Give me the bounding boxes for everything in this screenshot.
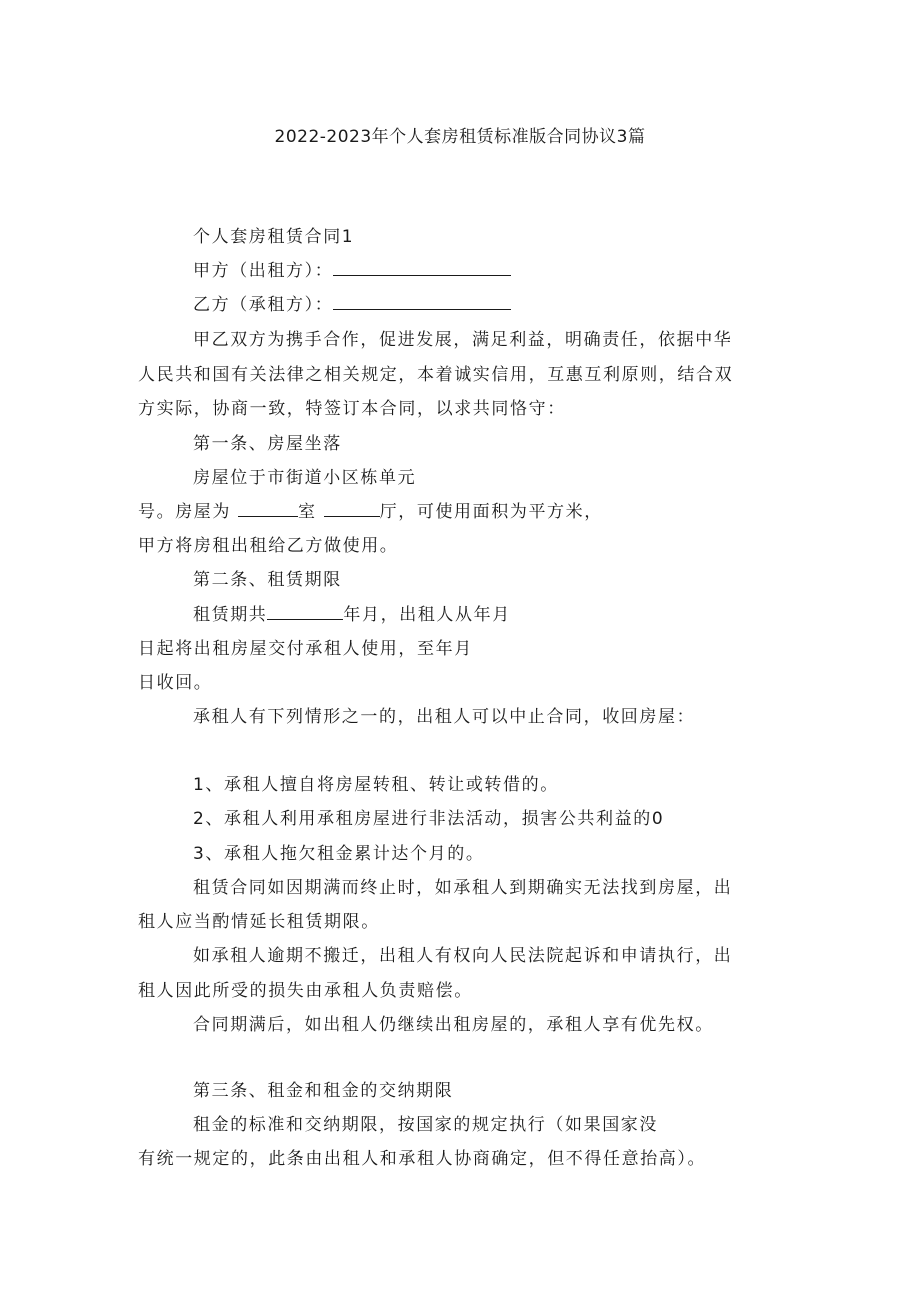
preamble-line-2: 人民共和国有关法律之相关规定，本着诚实信用，互惠互利原则，结合双 <box>138 365 734 385</box>
termination-intro: 承租人有下列情形之一的，出租人可以中止合同，收回房屋： <box>193 707 696 727</box>
article-2-heading: 第二条、租赁期限 <box>193 570 342 590</box>
overdue-line-2: 租人因此所受的损失由承租人负责赔偿。 <box>138 981 473 1001</box>
rooms-label: 号。房屋为 <box>138 502 231 522</box>
preamble-line-1: 甲乙双方为携手合作，促进发展，满足利益，明确责任，依据中华 <box>193 330 733 350</box>
contract-heading: 个人套房租赁合同1 <box>193 227 355 247</box>
term-blank[interactable] <box>267 604 343 620</box>
termination-item-2: 2、承租人利用承租房屋进行非法活动，损害公共利益的0 <box>193 809 665 829</box>
party-b-blank[interactable] <box>333 294 511 310</box>
expiry-line-1: 租赁合同如因期满而终止时，如承租人到期确实无法找到房屋，出 <box>193 878 733 898</box>
article-3-heading: 第三条、租金和租金的交纳期限 <box>193 1081 454 1101</box>
article-3-line-2: 有统一规定的，此条由出租人和承租人协商确定，但不得任意抬高）。 <box>138 1149 707 1169</box>
article-2-line-2: 日起将出租房屋交付承租人使用，至年月 <box>138 639 473 659</box>
rooms-blank[interactable] <box>238 501 298 517</box>
term-label: 租赁期共 <box>193 605 268 625</box>
party-a-blank[interactable] <box>333 260 511 276</box>
term-text: 年月，出租人从年月 <box>343 605 511 625</box>
room-unit: 室 <box>298 502 317 522</box>
expiry-line-2: 租人应当酌情延长租赁期限。 <box>138 912 380 932</box>
area-text: 厅，可使用面积为平方米， <box>379 502 603 522</box>
page-title: 2022-2023年个人套房租赁标准版合同协议3篇 <box>274 127 646 147</box>
termination-item-1: 1、承租人擅自将房屋转租、转让或转借的。 <box>193 775 559 795</box>
article-1-line-1: 房屋位于市街道小区栋单元 <box>193 468 417 488</box>
priority-line: 合同期满后，如出租人仍继续出租房屋的，承租人享有优先权。 <box>193 1015 714 1035</box>
termination-item-3: 3、承租人拖欠租金累计达个月的。 <box>193 844 485 864</box>
article-1-heading: 第一条、房屋坐落 <box>193 434 342 454</box>
halls-blank[interactable] <box>324 501 380 517</box>
preamble-line-3: 方实际，协商一致，特签订本合同，以求共同恪守： <box>138 399 566 419</box>
party-a-label: 甲方（出租方）： <box>193 261 334 281</box>
party-b-label: 乙方（承租方）： <box>193 295 334 315</box>
article-2-line-1 <box>193 604 511 626</box>
article-2-line-3: 日收回。 <box>138 673 213 693</box>
overdue-line-1: 如承租人逾期不搬迁，出租人有权向人民法院起诉和申请执行，出 <box>193 946 733 966</box>
article-1-line-3: 甲方将房租出租给乙方做使用。 <box>138 536 399 556</box>
party-a-line <box>193 260 511 282</box>
party-b-line <box>193 294 511 316</box>
article-3-line-1: 租金的标准和交纳期限，按国家的规定执行（如果国家没 <box>193 1115 658 1135</box>
article-1-line-2 <box>138 501 603 523</box>
